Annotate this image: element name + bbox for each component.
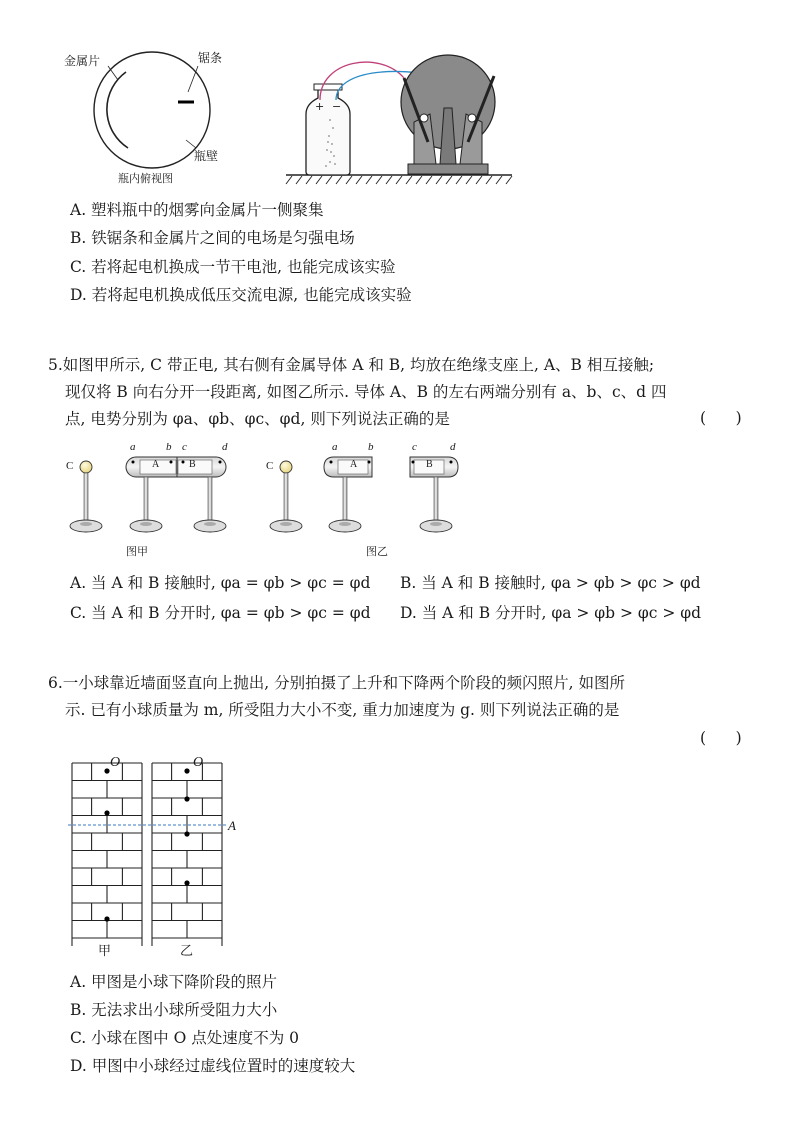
q6-option-d: D. 甲图中小球经过虚线位置时的速度较大 bbox=[70, 1057, 356, 1075]
q5-stem bbox=[48, 352, 768, 433]
top-view-caption: 瓶内俯视图 bbox=[118, 172, 173, 185]
ball-jia-3 bbox=[104, 916, 109, 921]
q6-answer-bracket: ( ) bbox=[700, 729, 742, 747]
point-c-label-jia: c bbox=[182, 441, 187, 453]
ball-jia-2 bbox=[104, 810, 109, 815]
ball-yi-2 bbox=[184, 796, 189, 801]
wall-yi-caption: 乙 bbox=[180, 944, 194, 959]
dashed-line-a-label: A bbox=[228, 818, 236, 833]
question-number: 6. bbox=[48, 674, 63, 692]
saw-blade-label: 锯条 bbox=[198, 51, 223, 65]
charge-c-label-jia: C bbox=[66, 460, 74, 472]
q5-line-1-text: 如图甲所示, C 带正电, 其右侧有金属导体 A 和 B, 均放在绝缘支座上, A、B 相互接触; bbox=[62, 356, 655, 374]
point-a-label-jia: a bbox=[130, 441, 136, 453]
ball-yi-4 bbox=[184, 880, 189, 885]
q6-line-1-text: 一小球靠近墙面竖直向上抛出, 分别拍摄了上升和下降两个阶段的频闪照片, 如图所 bbox=[62, 674, 626, 692]
q5-answer-bracket: ( ) bbox=[700, 409, 742, 427]
metal-sheet-label: 金属片 bbox=[64, 54, 101, 68]
electrostatic-machine-diagram bbox=[0, 0, 794, 190]
strobe-brick-walls-diagram bbox=[0, 755, 794, 955]
q6-stem-line-1 bbox=[48, 670, 768, 697]
point-a-label-yi: a bbox=[332, 441, 338, 453]
q6-option-a: A. 甲图是小球下降阶段的照片 bbox=[70, 973, 278, 991]
q4-option-c: C. 若将起电机换成一节干电池, 也能完成该实验 bbox=[70, 258, 396, 276]
point-o-label-jia: O bbox=[110, 755, 121, 770]
conductor-b-label-yi: B bbox=[426, 459, 433, 470]
point-d-label-jia: d bbox=[222, 441, 228, 453]
q5-option-b: B. 当 A 和 B 接触时, φa > φb > φc > φd bbox=[400, 574, 701, 592]
q5-stem-line-1 bbox=[48, 352, 768, 379]
wall-jia-caption: 甲 bbox=[98, 944, 112, 959]
q6-option-c: C. 小球在图中 O 点处速度不为 0 bbox=[70, 1029, 300, 1047]
charge-c-label-yi: C bbox=[266, 460, 274, 472]
point-o-label-yi: O bbox=[193, 755, 204, 770]
q6-option-b: B. 无法求出小球所受阻力大小 bbox=[70, 1001, 278, 1019]
plus-sign: + bbox=[315, 100, 325, 113]
ball-yi-3 bbox=[184, 831, 189, 836]
conductor-a-label-jia: A bbox=[152, 459, 160, 470]
q4-option-d: D. 若将起电机换成低压交流电源, 也能完成该实验 bbox=[70, 286, 412, 304]
point-b-label-jia: b bbox=[166, 441, 172, 453]
q5-option-a: A. 当 A 和 B 接触时, φa = φb > φc = φd bbox=[70, 574, 371, 592]
ball-yi-1 bbox=[184, 768, 189, 773]
minus-sign: − bbox=[332, 100, 342, 113]
q5-stem-line-3: 点, 电势分别为 φa、φb、φc、φd, 则下列说法正确的是 bbox=[65, 410, 450, 428]
point-b-label-yi: b bbox=[368, 441, 374, 453]
figure-yi-caption: 图乙 bbox=[366, 545, 388, 558]
bottle-wall-label: 瓶壁 bbox=[194, 149, 219, 163]
q4-option-b: B. 铁锯条和金属片之间的电场是匀强电场 bbox=[70, 229, 355, 247]
figure-jia-caption: 图甲 bbox=[126, 545, 148, 558]
ball-jia-1 bbox=[104, 768, 109, 773]
q5-stem-line-2: 现仅将 B 向右分开一段距离, 如图乙所示. 导体 A、B 的左右两端分别有 a、b、c、d 四 bbox=[65, 383, 667, 401]
question-number: 5. bbox=[48, 356, 63, 374]
q6-stem bbox=[48, 670, 768, 724]
q5-option-d: D. 当 A 和 B 分开时, φa > φb > φc > φd bbox=[400, 604, 702, 622]
point-d-label-yi: d bbox=[450, 441, 456, 453]
q5-option-c: C. 当 A 和 B 分开时, φa = φb > φc = φd bbox=[70, 604, 371, 622]
q6-stem-line-2: 示. 已有小球质量为 m, 所受阻力大小不变, 重力加速度为 g. 则下列说法正确的是 bbox=[65, 701, 620, 719]
conductor-b-label-jia: B bbox=[189, 459, 196, 470]
point-c-label-yi: c bbox=[412, 441, 417, 453]
q4-option-a: A. 塑料瓶中的烟雾向金属片一侧聚集 bbox=[70, 201, 324, 219]
conductor-a-label-yi: A bbox=[350, 459, 358, 470]
